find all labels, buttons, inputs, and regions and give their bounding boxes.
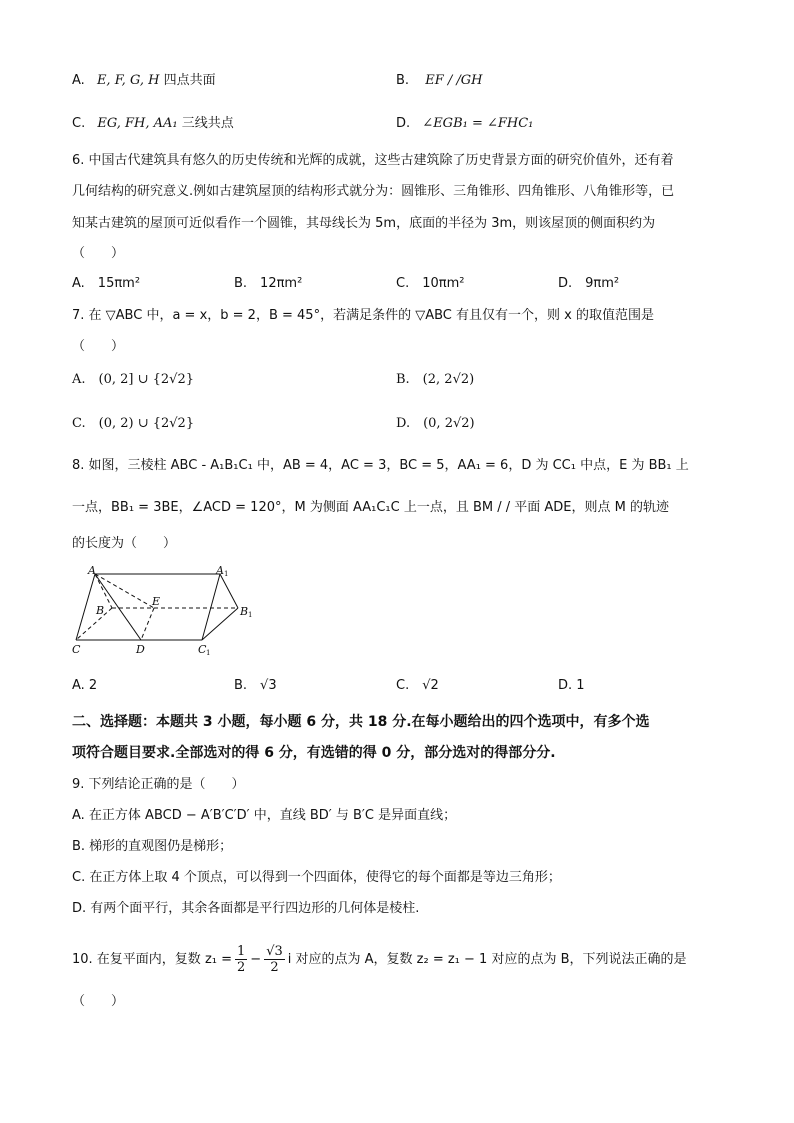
q5-option-a [72, 71, 216, 91]
q8-line-2: 一点，BB₁ = 3BE，∠ACD = 120°，M 为侧面 AA₁C₁C 上一点，且 BM / / 平面 ADE，则点 M 的轨迹 [72, 500, 669, 515]
fig-label-B1: B [240, 605, 249, 618]
q10-fraction-1 [235, 944, 247, 975]
q10-pre: 10. 在复平面内，复数 z₁ = [72, 951, 232, 967]
fig-label-D: D [136, 643, 145, 656]
q10-post: i 对应的点为 A，复数 z₂ = z₁ − 1 对应的点为 B，下列说法正确的是 [287, 951, 687, 967]
fig-label-A1-sub: 1 [224, 570, 229, 578]
q9-option-a: A. 在正方体 ABCD − A′B′C′D′ 中，直线 BD′ 与 B′C 是异面直线； [72, 808, 457, 823]
fig-label-C1-sub: 1 [206, 649, 211, 657]
q5-option-b-label: B. [396, 73, 410, 88]
q6-option-d: D. 9πm² [558, 276, 620, 291]
q6-answer-blank: （ ） [72, 246, 125, 261]
q5-option-d [396, 114, 533, 134]
q8-option-c: C. √2 [396, 678, 439, 693]
q5-option-b [396, 71, 482, 91]
fig-label-E: E [152, 595, 161, 608]
section-2-heading-line-2: 项符合题目要求.全部选对的得 6 分，有选错的得 0 分，部分选对的得部分分. [72, 745, 556, 761]
q10-stem [72, 944, 687, 975]
edge-a-e-hidden [95, 574, 154, 608]
q6-option-b: B. 12πm² [234, 276, 303, 291]
q5-option-b-math: EF / /GH [425, 73, 483, 88]
q5-option-a-text: 四点共面 [163, 73, 216, 88]
fig-label-A1: A [216, 566, 224, 577]
q5-option-a-math: E, F, G, H [96, 73, 160, 88]
q9-option-c: C. 在正方体上取 4 个顶点，可以得到一个四面体，使得它的每个面都是等边三角形； [72, 870, 561, 885]
q5-option-c-text: 三线共点 [181, 116, 234, 131]
q5-option-a-label: A. [72, 73, 85, 88]
q6-line-3: 知某古建筑的屋顶可近似看作一个圆锥，其母线长为 5m，底面的半径为 3m，则该屋顶的侧面积约为 [72, 216, 656, 231]
edge-a1-c1 [202, 574, 220, 640]
q7-line-1: 7. 在 ▽ABC 中，a = x，b = 2，B = 45°，若满足条件的 ▽ABC 有且仅有一个，则 x 的取值范围是 [72, 308, 654, 323]
q5-option-d-math: ∠EGB₁ = ∠FHC₁ [422, 116, 534, 131]
edge-a1-b1 [220, 574, 238, 608]
q10-frac1-denominator: 2 [237, 960, 246, 975]
q5-option-c-math: EG, FH, AA₁ [97, 116, 178, 131]
fig-label-C: C [72, 643, 81, 656]
fig-label-B: B [96, 604, 105, 617]
q9-stem: 9. 下列结论正确的是（ ） [72, 777, 245, 792]
q5-option-d-label: D. [396, 116, 411, 131]
q10-fraction-2 [264, 944, 285, 975]
q7-option-d: D. (0, 2√2) [396, 416, 475, 431]
q9-option-d: D. 有两个面平行，其余各面都是平行四边形的几何体是棱柱. [72, 901, 420, 916]
q10-frac2-denominator: 2 [270, 960, 279, 975]
fig-label-C1: C [198, 643, 207, 656]
q10-frac2-numerator: √3 [266, 944, 283, 959]
q8-option-d: D. 1 [558, 678, 585, 693]
section-2-heading-line-1: 二、选择题：本题共 3 小题，每小题 6 分，共 18 分.在每小题给出的四个选项中，有多个选 [72, 714, 650, 730]
q8-option-b: B. √3 [234, 678, 277, 693]
q5-option-c-label: C. [72, 116, 86, 131]
q8-line-1: 8. 如图，三棱柱 ABC - A₁B₁C₁ 中，AB = 4，AC = 3，BC = 5，AA₁ = 6，D 为 CC₁ 中点，E 为 BB₁ 上 [72, 458, 689, 473]
q9-option-b: B. 梯形的直观图仍是梯形； [72, 839, 233, 854]
q7-option-a: A. (0, 2] ∪ {2√2} [72, 372, 194, 387]
edge-a-c [76, 574, 95, 640]
q7-option-b: B. (2, 2√2) [396, 372, 475, 387]
q10-answer-blank: （ ） [72, 994, 125, 1009]
q10-frac1-numerator: 1 [237, 944, 246, 959]
edge-e-d-hidden [141, 608, 154, 640]
edge-b-c-hidden [76, 608, 112, 640]
prism-figure [70, 566, 270, 660]
q7-answer-blank: （ ） [72, 339, 125, 354]
q6-line-1: 6. 中国古代建筑具有悠久的历史传统和光辉的成就，这些古建筑除了历史背景方面的研究价值外，还有着 [72, 153, 674, 168]
q6-option-a: A. 15πm² [72, 276, 141, 291]
q6-line-2: 几何结构的研究意义.例如古建筑屋顶的结构形式就分为：圆锥形、三角锥形、四角锥形、八角锥形等，已 [72, 184, 675, 199]
fig-label-B1-sub: 1 [248, 611, 253, 619]
edge-b1-c1 [202, 608, 238, 640]
q10-minus: − [250, 951, 262, 967]
fig-label-A: A [88, 566, 96, 577]
q8-option-a: A. 2 [72, 678, 98, 693]
q8-line-3: 的长度为（ ） [72, 536, 177, 551]
q7-option-c: C. (0, 2) ∪ {2√2} [72, 416, 195, 431]
q5-option-c [72, 114, 234, 134]
q6-option-c: C. 10πm² [396, 276, 465, 291]
